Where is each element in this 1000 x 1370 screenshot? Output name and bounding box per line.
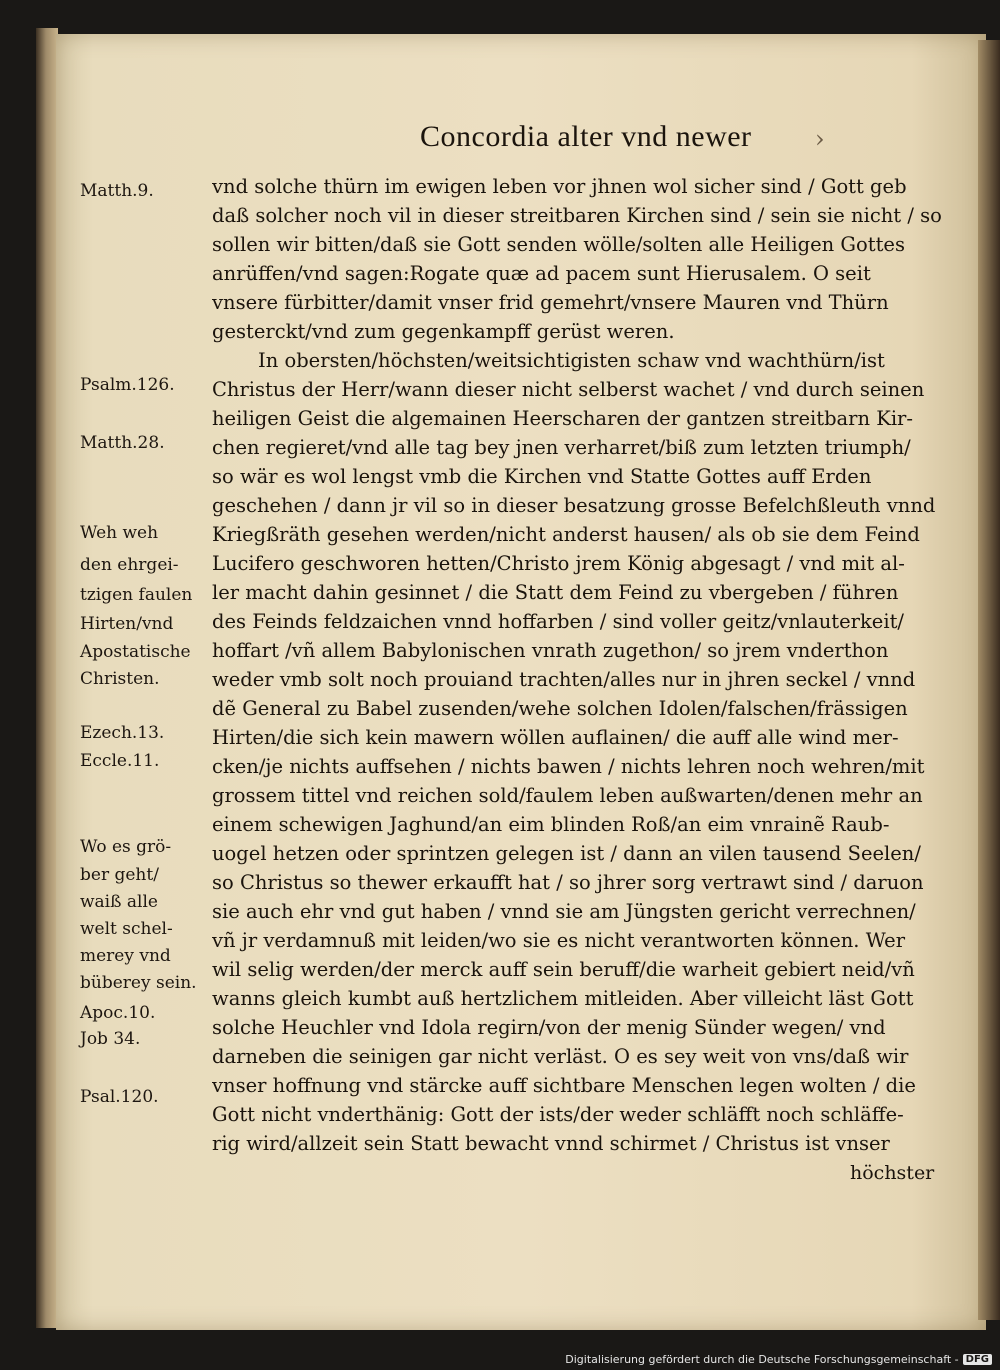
dfg-logo: DFG	[963, 1354, 992, 1365]
margin-note: tzigen faulen	[80, 585, 193, 605]
margin-note: Eccle.11.	[80, 751, 160, 771]
margin-note: Hirten/vnd	[80, 614, 174, 634]
margin-note: Job 34.	[80, 1029, 141, 1049]
body-line: darneben die seinigen gar nicht verläst. O es sey weit von vns/daß wir	[212, 1045, 909, 1068]
margin-note: Psalm.126.	[80, 375, 175, 395]
margin-note: Psal.120.	[80, 1087, 159, 1107]
catchword: höchster	[850, 1162, 935, 1184]
body-line: vñ jr verdamnuß mit leiden/wo sie es nicht verantworten können. Wer	[212, 929, 906, 952]
margin-note: Matth.9.	[80, 181, 154, 201]
body-line: wil selig werden/der merck auff sein beruff/die warheit gebiert neid/vñ	[212, 958, 915, 981]
body-line: Kriegßräth gesehen werden/nicht anderst hausen/ als ob sie dem Feind	[212, 523, 920, 546]
body-line: vnser hoffnung vnd stärcke auff sichtbare Menschen legen wolten / die	[212, 1074, 916, 1097]
body-line: heiligen Geist die algemainen Heerscharen der gantzen streitbarn Kir-	[212, 407, 913, 430]
footer-credit-text: Digitalisierung gefördert durch die Deutsche Forschungsgemeinschaft -	[565, 1353, 959, 1366]
body-line: des Feinds feldzaichen vnnd hoffarben / sind voller geitz/vnlauterkeit/	[212, 610, 904, 633]
book-fore-edge	[978, 40, 1000, 1320]
margin-note: merey vnd	[80, 946, 171, 966]
margin-note: den ehrgei-	[80, 555, 179, 575]
body-line: hoffart /vñ allem Babylonischen vnrath zugethon/ so jrem vnderthon	[212, 639, 889, 662]
body-line: uogel hetzen oder sprintzen gelegen ist / dann an vilen tausend Seelen/	[212, 842, 921, 865]
margin-note: Ezech.13.	[80, 723, 165, 743]
body-line: dẽ General zu Babel zusenden/wehe solchen Idolen/falschen/frässigen	[212, 697, 908, 720]
body-line: daß solcher noch vil in dieser streitbaren Kirchen sind / sein sie nicht / so	[212, 204, 942, 227]
margin-note: Matth.28.	[80, 433, 165, 453]
body-line: ler macht dahin gesinnet / die Statt dem Feind zu vbergeben / führen	[212, 581, 899, 604]
body-line: grossem tittel vnd reichen sold/faulem leben außwarten/denen mehr an	[212, 784, 923, 807]
body-line: wanns gleich kumbt auß hertzlichem mitleiden. Aber villeicht läst Gott	[212, 987, 914, 1010]
body-line: Hirten/die sich kein mawern wöllen auflainen/ die auff alle wind mer-	[212, 726, 899, 749]
body-line: sie auch ehr vnd gut haben / vnnd sie am Jüngsten gericht verrechnen/	[212, 900, 916, 923]
body-line: cken/je nichts auffsehen / nichts bawen / nichts lehren noch wehren/mit	[212, 755, 925, 778]
body-line: vnsere fürbitter/damit vnser frid gemehrt/vnsere Mauren vnd Thürn	[212, 291, 889, 314]
digitization-footer	[565, 1353, 992, 1366]
body-line: anrüffen/vnd sagen:Rogate quæ ad pacem sunt Hierusalem. O seit	[212, 262, 871, 285]
body-line: einem schewigen Jaghund/an eim blinden Roß/an eim vnrainẽ Raub-	[212, 813, 890, 836]
body-line: Gott nicht vnderthänig: Gott der ists/der weder schläfft noch schläffe-	[212, 1103, 904, 1126]
body-line: so wär es wol lengst vmb die Kirchen vnd Statte Gottes auff Erden	[212, 465, 872, 488]
margin-note: Weh weh	[80, 523, 159, 543]
body-line: Lucifero geschworen hetten/Christo jrem König abgesagt / vnd mit al-	[212, 552, 905, 575]
body-line: rig wird/allzeit sein Statt bewacht vnnd schirmet / Christus ist vnser	[212, 1132, 890, 1155]
body-line: chen regieret/vnd alle tag bey jnen verharret/biß zum letzten triumph/	[212, 436, 911, 459]
body-line: solche Heuchler vnd Idola regirn/von der menig Sünder wegen/ vnd	[212, 1016, 886, 1039]
body-line: Christus der Herr/wann dieser nicht selberst wachet / vnd durch seinen	[212, 378, 925, 401]
body-line: so Christus so thewer erkaufft hat / so jhrer sorg vertrawt sind / daruon	[212, 871, 924, 894]
margin-note: Apostatische	[80, 642, 191, 662]
margin-note: ber geht/	[80, 865, 159, 885]
body-line: gesterckt/vnd zum gegenkampff gerüst weren.	[212, 320, 675, 343]
body-line: sollen wir bitten/daß sie Gott senden wölle/solten alle Heiligen Gottes	[212, 233, 905, 256]
running-head: Concordia alter vnd newer	[420, 120, 752, 153]
page-ornament-mark: ›	[815, 125, 825, 153]
book-gutter-edge	[36, 28, 58, 1328]
margin-note: waiß alle	[80, 892, 158, 912]
body-line: geschehen / dann jr vil so in dieser besatzung grosse Befelchßleuth vnnd	[212, 494, 936, 517]
body-line: weder vmb solt noch prouiand trachten/alles nur in jhren seckel / vnnd	[212, 668, 916, 691]
margin-note: büberey sein.	[80, 973, 197, 993]
body-line: vnd solche thürn im ewigen leben vor jhnen wol sicher sind / Gott geb	[212, 175, 907, 198]
margin-note: welt schel-	[80, 919, 173, 939]
margin-note: Christen.	[80, 669, 160, 689]
margin-note: Wo es grö-	[80, 837, 172, 857]
margin-note: Apoc.10.	[80, 1003, 156, 1023]
body-line: In obersten/höchsten/weitsichtigisten schaw vnd wachthürn/ist	[258, 349, 885, 372]
